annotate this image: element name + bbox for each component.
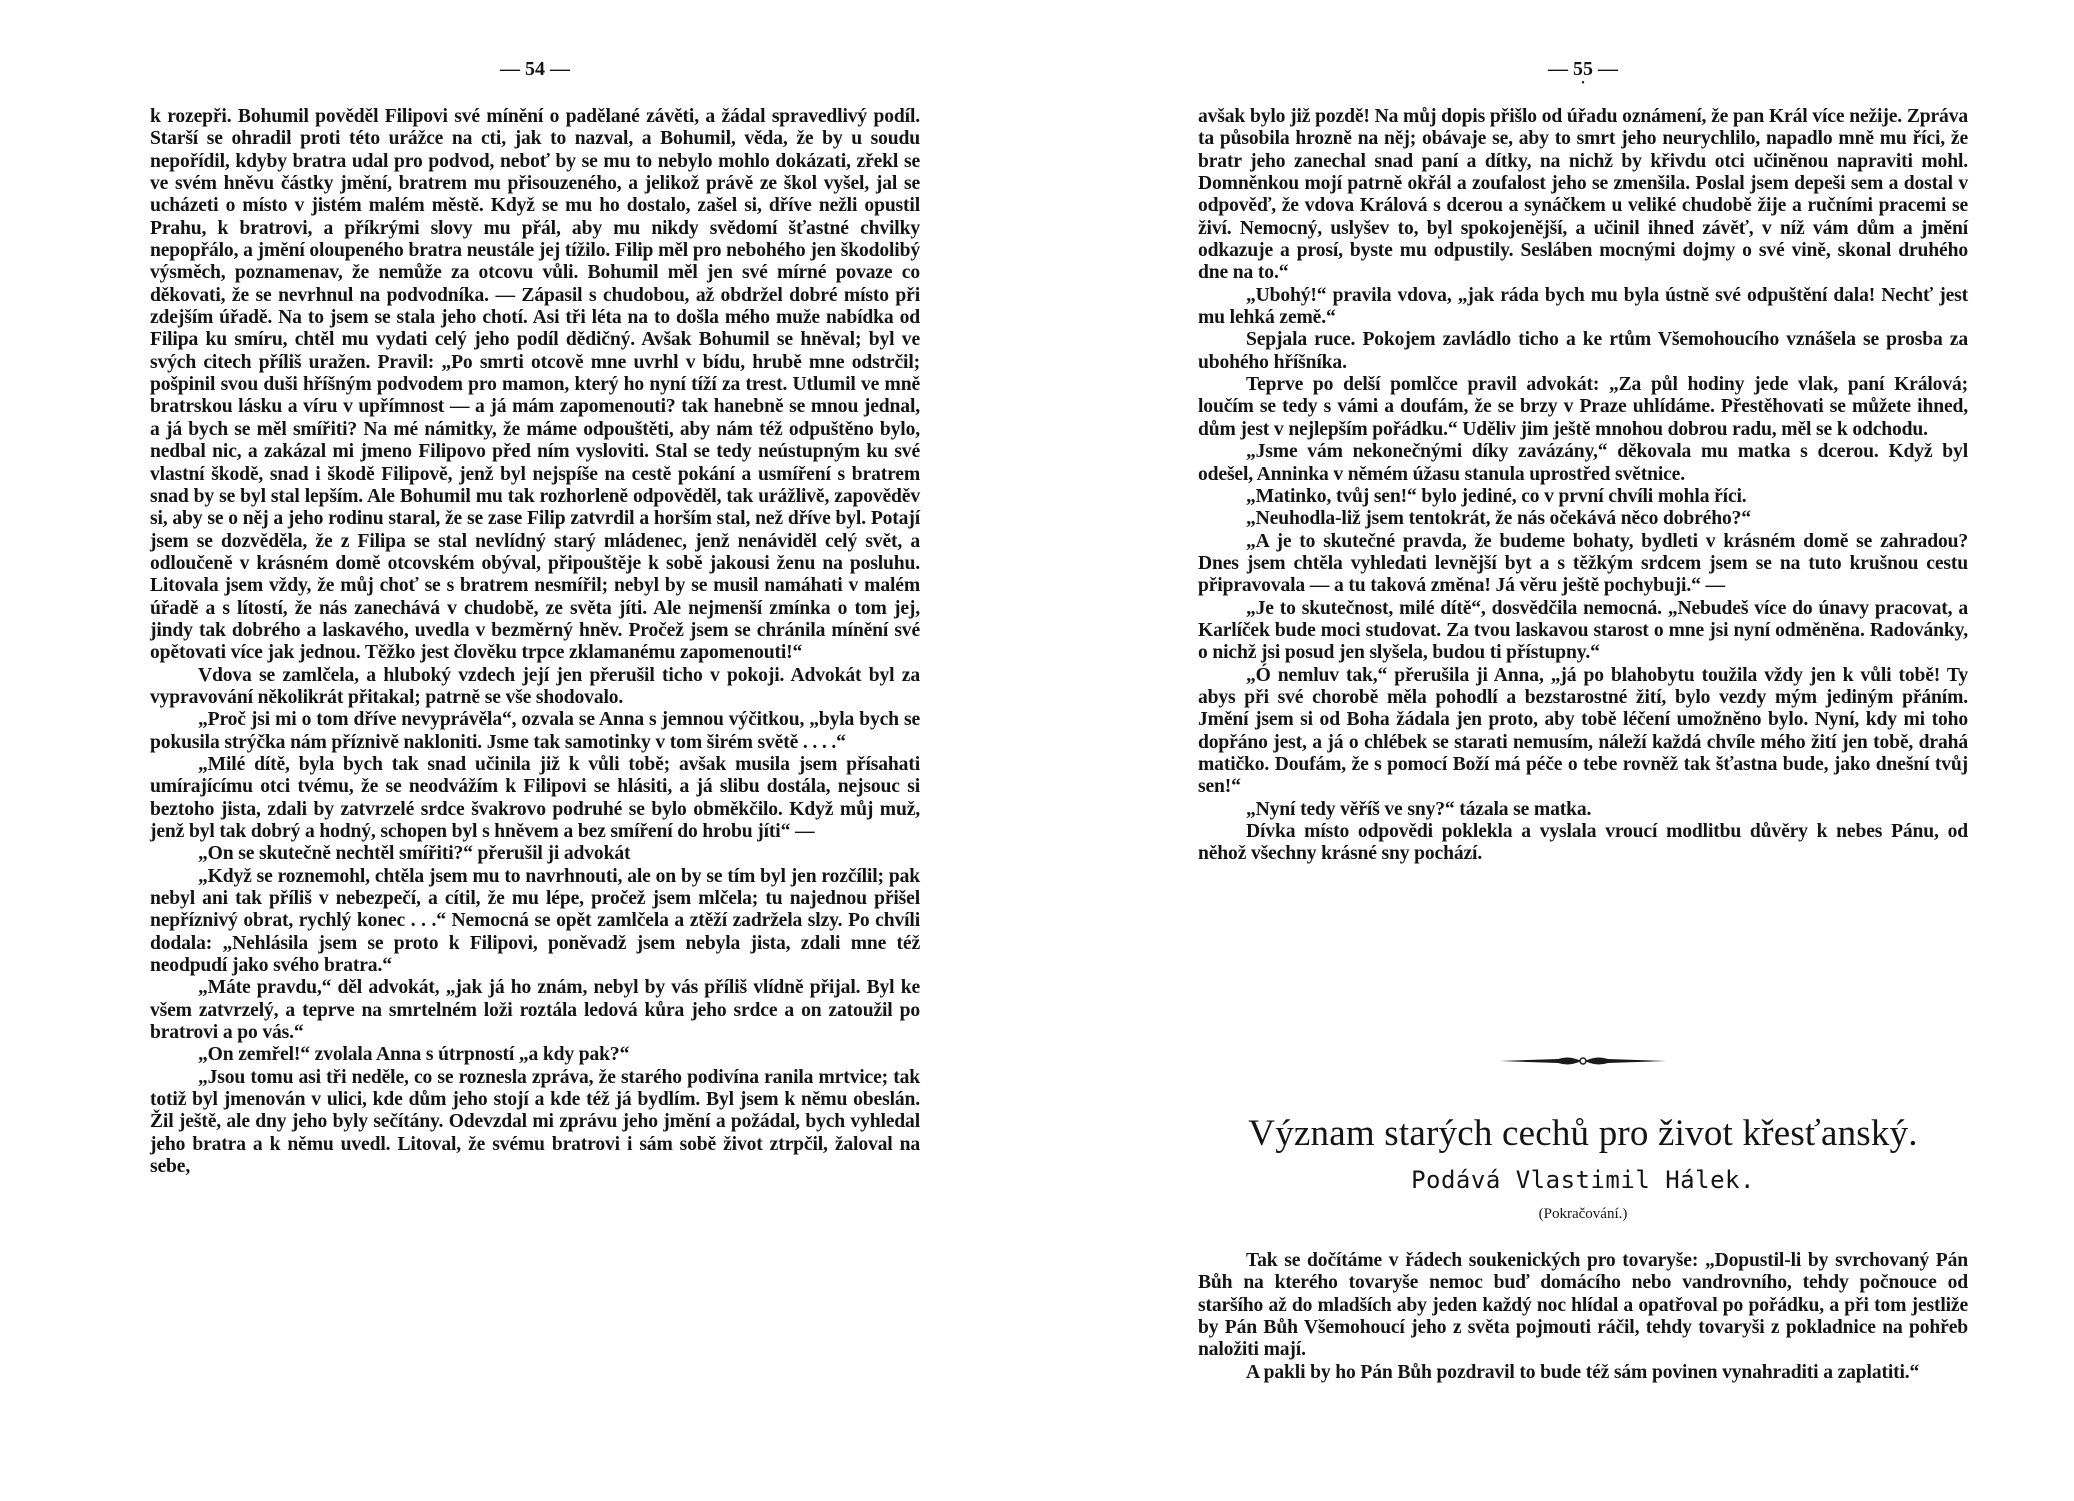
- page-number: — 55 —: [1548, 58, 1618, 80]
- article-byline: Podává Vlastimil Hálek.: [1411, 1166, 1755, 1194]
- page-body: [150, 106, 920, 1179]
- continuation-note: (Pokračování.): [1538, 1206, 1628, 1222]
- article-title: Význam starých cechů pro život křesťanský.: [1248, 1113, 1918, 1154]
- page-number: — 54 —: [500, 58, 570, 80]
- paragraph: Teprve po delší pomlčce pravil advokát: „Za půl hodiny jede vlak, paní Králová; loučím se tedy s vámi a doufám, že se brzy v Praze uhlídáme. Přestěhovati se můžete ihned, dům jest v nejlepším pořádku.“ Uděliv jim ještě mnohou dobrou radu, měl se k odchodu.: [1198, 374, 1968, 440]
- paragraph: „Jsou tomu asi tři neděle, co se roznesla zpráva, že starého podivína ranila mrtvice; tak totiž byl jmenován v ulici, kde dům jeho stojí a kde též já bydlím. Byl jsem k němu obeslán. Žil ještě, ale dny jeho byly sečítány. Odevzdal mi zprávu jeho jmění a požádal, bych vyhledal jeho bratra a k němu uvedl. Litoval, že svému bratrovi i sám sobě život ztrpčil, žaloval na sebe,: [150, 1066, 920, 1178]
- paragraph: „Milé dítě, byla bych tak snad učinila již k vůli tobě; avšak musila jsem přísahati umírajícímu otci tvému, že se neodvážím k Filipovi se hlásiti, a já slibu dostála, nejsouc si beztoho jista, zdali by zatvrzelé srdce švakrovo podruhé se bylo obměkčilo. Když můj muž, jenž byl tak dobrý a hodný, schopen byl s hněvem a bez smíření do hrobu jíti“ —: [150, 753, 920, 842]
- section-divider-ornament: [1198, 1054, 1968, 1068]
- paragraph: Sepjala ruce. Pokojem zavládlo ticho a ke rtům Všemohoucího vznášela se prosba za ubohého hříšníka.: [1198, 329, 1968, 373]
- paragraph: „A je to skutečné pravda, že budeme bohaty, bydleti v krásném domě se zahradou? Dnes jsem chtěla vyhledati levnější byt a s těžkým srdcem jsem se na tuto krušnou cestu připravovala — a tu taková změna! Já věru ještě pochybuji.“ —: [1198, 530, 1968, 597]
- paragraph: avšak bylo již pozdě! Na můj dopis přišlo od úřadu oznámení, že pan Král více nežije. Zpráva ta působila hrozně na něj; obávaje se, aby to smrt jeho neurychlilo, napadlo mně mu říci, že bratr jeho zanechal snad paní a dítky, na nichž by křivdu otci učiněnou napraviti mohl. Domněnkou mojí patrně okřál a zoufalost jeho se zmenšila. Poslal jsem depeši sem a dostal v odpověď, že vdova Králová s dcerou a synáčkem u veliké chudobě žije a ručními pracemi se živí. Nemocný, uslyšev to, byl spokojenější, a učinil ihned závěť, v níž vám dům a jmění odkazuje a prosí, byste mu odpustily. Sesláben mocnými dojmy o své vině, skonal druhého dne na to.“: [1198, 106, 1968, 284]
- paragraph: „On se skutečně nechtěl smířiti?“ přerušil ji advokát: [198, 843, 631, 865]
- paragraph: „Neuhodla-liž jsem tentokrát, že nás očekává něco dobrého?“: [1246, 508, 1751, 530]
- paragraph: „Jsme vám nekonečnými díky zavázány,“ děkovala mu matka s dcerou. Když byl odešel, Anninka v němém úžasu stanula uprostřed světnice.: [1198, 441, 1968, 485]
- paragraph: Dívka místo odpovědi poklekla a vyslala vroucí modlitbu důvěry k nebes Pánu, od něhož všechny krásné sny pochází.: [1198, 821, 1968, 865]
- paragraph: „Nyní tedy věříš ve sny?“ tázala se matka.: [1246, 798, 1592, 820]
- printer-dot: •: [1581, 78, 1585, 89]
- paragraph: „Když se roznemohl, chtěla jsem mu to navrhnouti, ale on by se tím byl jen rozčílil; pak nebyl ani tak příliš v nebezpečí, a cítil, že mu lépe, pročež jsem mlčela; tu najednou přišel nepříznivý obrat, rychlý konec . . .“ Nemocná se opět zamlčela a ztěží zadržela slzy. Po chvíli dodala: „Nehlásila jsem se proto k Filipovi, poněvadž jsem nebyla jista, zdali mne též neodpudí jako svého bratra.“: [150, 865, 920, 977]
- paragraph: „Matinko, tvůj sen!“ bylo jediné, co v první chvíli mohla říci.: [1246, 485, 1747, 507]
- paragraph: A pakli by ho Pán Bůh pozdravil to bude též sám povinen vynahraditi a zaplatiti.“: [1246, 1361, 1920, 1383]
- paragraph: k rozepři. Bohumil pověděl Filipovi své mínění o padělané závěti, a žádal spravedlivý podíl. Starší se ohradil proti této urážce na cti, jak to nazval, a Bohumil, věda, že by u soudu nepořídil, kdyby bratra udal pro podvod, neboť by se mu to nebylo mohlo dokázati, zřekl se ve svém hněvu částky jmění, bratrem mu přisouzeného, a jelikož právě ze škol vyšel, jal se ucházeti o místo v jistém malém městě. Když se mu ho dostalo, zašel si, dříve nežli opustil Prahu, k bratrovi, a příkrými slovy mu přál, aby mu nikdy svědomí šťastné chvilky nepopřálo, a jmění oloupeného bratra neustále jej tížilo. Filip měl pro nebohého jen škodolibý výsměch, poznamenav, že nemůže za otcovu vůli. Bohumil měl jen své mírné povaze co děkovati, že se nevrhnul na podvodníka. — Zápasil s chudobou, až obdržel dobré místo při zdejším úřadě. Na to jsem se stala jeho chotí. Asi tři léta na to došla mého muže nabídka od Filipa ku smíru, chtěl mu vydati celý jeho podíl dědičný. Avšak Bohumil se hněval; byl ve svých citech příliš uražen. Pravil: „Po smrti otcově mne uvrhl v bídu, hrubě mne odstrčil; pošpinil svou duši hříšným podvodem pro mamon, který ho nyní tíží za trest. Utlumil ve mně bratrskou lásku a víru v upřímnost — a já mám zapomenouti? tak hanebně se mnou jednal, a já bych se měl smířiti? Na mé námitky, že máme odpouštěti, aby nám též odpuštěno bylo, nedbal nic, a zakázal mi jmeno Filipovo před ním vysloviti. Stal se tedy neústupným ku své vlastní škodě, snad i škodě Filipově, jenž byl nejspíše na cestě pokání a usmíření s bratrem snad by se byl stal lepším. Ale Bohumil mu tak rozhorleně odpověděl, tak urážlivě, zapověděv si, aby se o něj a jeho rodinu staral, že se zase Filip zatvrdil a horším stal, než dříve byl. Potají jsem se dozvěděla, že z Filipa se stal nevlídný starý mládenec, jenž nenáviděl celý svět, a odloučeně v krásném domě otcovském obýval, připouštěje k sobě jakousi ženu na posluhu. Litovala jsem vždy, že můj choť se s bratrem nesmířil; nebyl by se musil namáhati v malém úřadě a s lítostí, že nás zanechává v chudobě, ze světa jíti. Ale nejmenší zmínka o tom jej, jindy tak dobrého a laskavého, uvedla v bezměrný hněv. Pročež jsem se chránila mínění své opětovati více jak jednou. Těžko jest člověku trpce zklamanému zapomenouti!“: [150, 106, 920, 664]
- paragraph: Tak se dočítáme v řádech soukenických pro tovaryše: „Dopustil-li by svrchovaný Pán Bůh na kterého tovaryše nemoc buď domácího nebo vandrovního, tehdy počnouce od staršího až do mladších aby jeden každý noc hlídal a opatřoval po pořádku, a při tom jestliže by Pán Bůh Všemohoucí jeho z světa pojmouti ráčil, tehdy tovaryši z pokladnice na pohřeb naložiti mají.: [1198, 1250, 1968, 1361]
- paragraph: Vdova se zamlčela, a hluboký vzdech její jen přerušil ticho v pokoji. Advokát byl za vypravování několikrát přitakal; patrně se vše shodovalo.: [150, 664, 920, 708]
- paragraph: „Ó nemluv tak,“ přerušila ji Anna, „já po blahobytu toužila vždy jen k vůli tobě! Ty abys při své chorobě měla pohodlí a bezstarostné žití, bylo vezdy mým jediným přáním. Jmění jsem si od Boha žádala jen proto, aby tobě léčení umožněno bylo. Nyní, kdy mi toho dopřáno jest, a já o chlébek se starati nemusím, náleží každá chvíle mého žití jen tobě, drahá matičko. Doufám, že s pomocí Boží má péče o tebe rovněž tak šťastna bude, jako dnešní tvůj sen!“: [1198, 664, 1968, 798]
- page-body: [1198, 106, 1968, 866]
- paragraph: „Je to skutečnost, milé dítě“, dosvědčila nemocná. „Nebudeš více do únavy pracovat, a Karlíček bude moci studovat. Za tvou laskavou starost o mne jsi nyní odměněna. Radovánky, o nichž jsi posud jen slyšela, budou ti přístupny.“: [1198, 597, 1968, 664]
- paragraph: „On zemřel!“ zvolala Anna s útrpností „a kdy pak?“: [198, 1044, 630, 1066]
- paragraph: „Ubohý!“ pravila vdova, „jak ráda bych mu byla ústně své odpuštění dala! Nechť jest mu lehká země.“: [1198, 284, 1968, 329]
- divider-ornament-icon: [1498, 1054, 1668, 1068]
- article-body: [1198, 1250, 1968, 1384]
- paragraph: „Máte pravdu,“ děl advokát, „jak já ho znám, nebyl by vás příliš vlídně přijal. Byl ke všem zatvrzelý, a teprve na smrtelném loži roztála ledová kůra jeho srdce a on zatoužil po bratrovi a po vás.“: [150, 977, 920, 1044]
- paragraph: „Proč jsi mi o tom dříve nevyprávěla“, ozvala se Anna s jemnou výčitkou, „byla bych se pokusila strýčka nám příznivě nakloniti. Jsme tak samotinky v tom širém světě . . . .“: [150, 709, 920, 753]
